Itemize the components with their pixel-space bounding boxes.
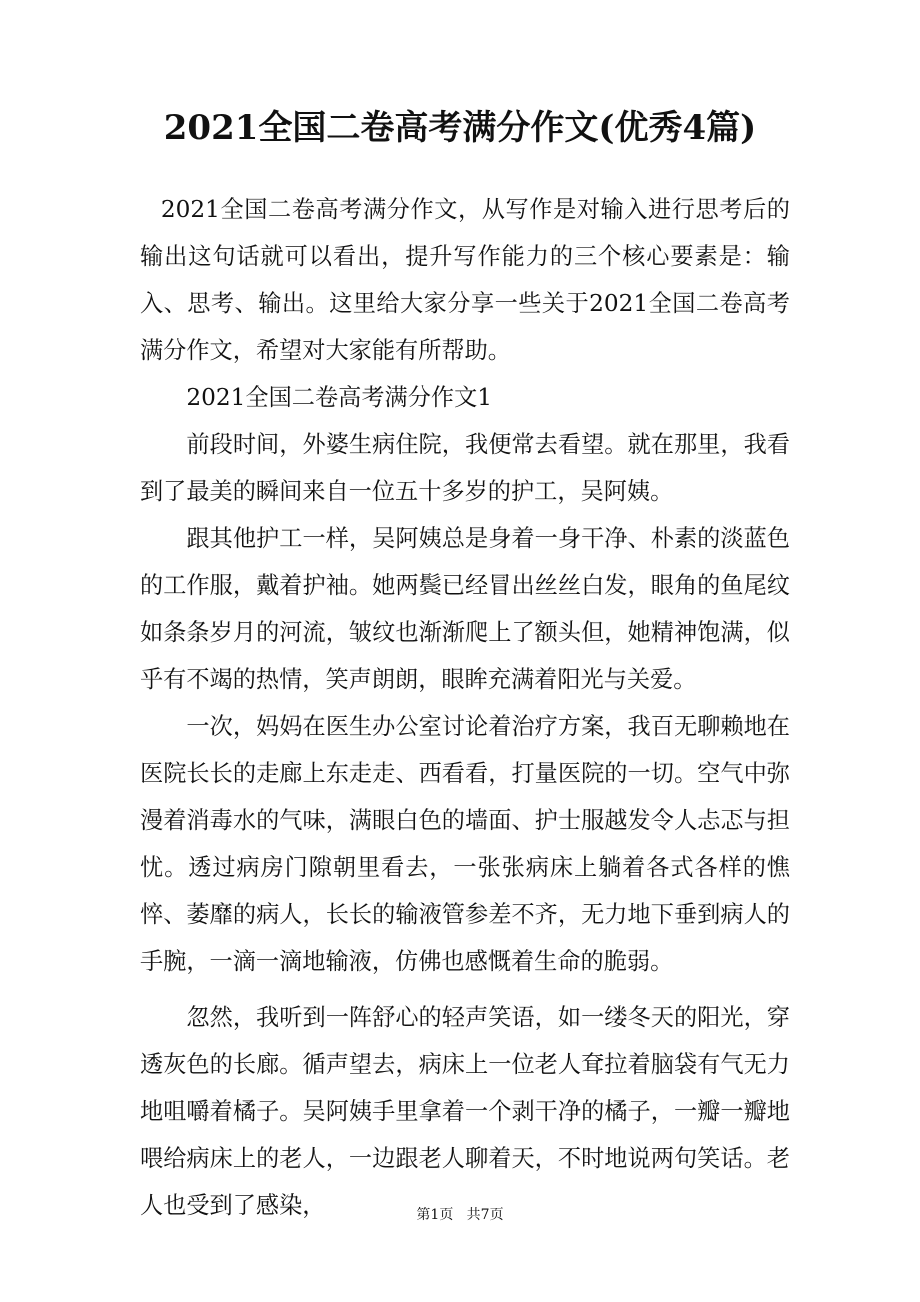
essay-heading: 2021全国二卷高考满分作文1 [186,384,493,411]
body-paragraph: 前段时间，外婆生病住院，我便常去看望。就在那里，我看到了最美的瞬间来自一位五十多岁的护工，吴阿姨。 [140,431,790,505]
body-paragraph: 跟其他护工一样，吴阿姨总是身着一身干净、朴素的淡蓝色的工作服，戴着护袖。她两鬓已经冒出丝丝白发，眼角的鱼尾纹如条条岁月的河流，皱纹也渐渐爬上了额头但，她精神饱满，似乎有不竭的热情，笑声朗朗，眼眸充满着阳光与关爱。 [140,525,790,693]
document-body [140,186,790,1229]
page-number-footer: 第1页 共7页 [416,1207,504,1223]
intro-paragraph: 2021全国二卷高考满分作文，从写作是对输入进行思考后的输出这句话就可以看出，提升写作能力的三个核心要素是：输入、思考、输出。这里给大家分享一些关于2021全国二卷高考满分作文，希望对大家能有所帮助。 [140,196,790,364]
document-title: 2021全国二卷高考满分作文(优秀4篇) [163,108,757,148]
body-paragraph: 忽然，我听到一阵舒心的轻声笑语，如一缕冬天的阳光，穿透灰色的长廊。循声望去，病床上一位老人耷拉着脑袋有气无力地咀嚼着橘子。吴阿姨手里拿着一个剥干净的橘子，一瓣一瓣地喂给病床上的老人，一边跟老人聊着天，不时地说两句笑话。老人也受到了感染， [140,1004,790,1219]
body-paragraph: 一次，妈妈在医生办公室讨论着治疗方案，我百无聊赖地在医院长长的走廊上东走走、西看看，打量医院的一切。空气中弥漫着消毒水的气味，满眼白色的墙面、护士服越发令人忐忑与担忧。透过病房门隙朝里看去，一张张病床上躺着各式各样的憔悴、萎靡的病人，长长的输液管参差不齐，无力地下垂到病人的手腕，一滴一滴地输液，仿佛也感慨着生命的脆弱。 [140,713,790,975]
